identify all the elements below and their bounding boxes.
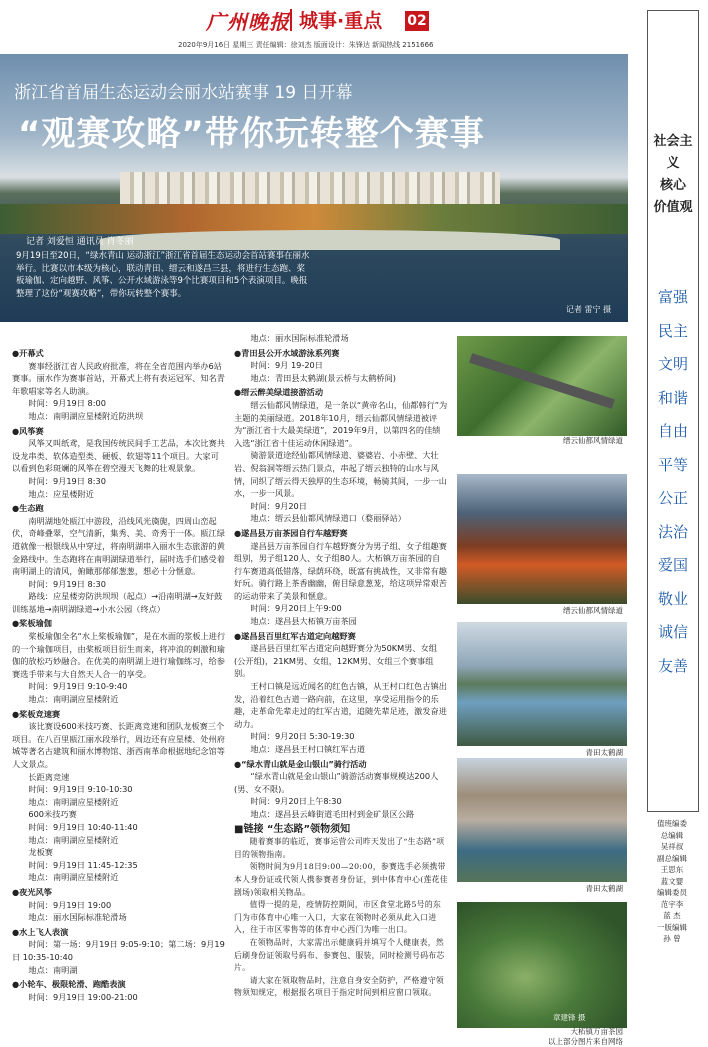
event-detail: 地点：南明湖应星楼附近 [28, 796, 119, 807]
event-heading: ●缙云醉美绿道接游活动 [234, 387, 324, 398]
event-detail: 地点：南明湖应星楼附近 [28, 872, 119, 883]
event-detail: 路线：应星楼旁防洪坝坝（起点）→沿南明湖→友好鼓训练基地→南明湖绿道→小水公园（终点） [12, 591, 223, 614]
road-shape [469, 353, 615, 409]
paragraph: 风筝又叫纸鸢，是我国传统民间手工艺品，本次比赛共设龙串类、软体造型类、硬板、软翅等11个项目。大家可以看到色彩斑斓的风筝在碧空漫天飞舞的壮观景象。 [12, 438, 225, 474]
event-detail: 时间：9月20日 [250, 500, 307, 511]
article-column-2 [234, 332, 448, 1000]
lake-image [457, 622, 627, 746]
section-title: 城事·重点 [299, 10, 383, 32]
masthead-subline: 2020年9月16日 星期三 责任编辑：徐刘杰 版面设计：朱锋达 新闻热线 2151666 [178, 41, 434, 49]
paragraph: 赛事经浙江省人民政府批准，将在全省范围内举办6站赛事。丽水作为赛事首站，开幕式上将有表运冠军、知名青年歌唱家等名人助演。 [12, 360, 225, 396]
link-box-heading: ■链接 “生态路”领物须知 [234, 823, 351, 835]
event-heading: ●“绿水青山就是金山银山”骑行活动 [234, 758, 367, 769]
paragraph: 南明湖地处瓯江中游段，沿线风光旖旎，四周山峦起伏，奇峰叠翠，空气清新，集秀、美、奇秀于一体。瓯江绿道就像一根银线从中穿过，将南明湖串入丽水生态旅游的黄金路线中。生态跑将在南明湖绿道举行，届时选手们感受着南明湖上的清风，俯瞰那郁郁葱葱，想必十分惬意。 [12, 515, 225, 577]
headline-title: “观赛攻略”带你玩转整个赛事 [18, 114, 485, 154]
event-heading: ●桨板瑜伽 [12, 618, 52, 629]
photo-taihe-lake-1 [457, 622, 627, 760]
riverside-walkway-image [100, 230, 560, 250]
core-value-item: 平等 [657, 455, 688, 474]
paragraph: 遂昌县万亩茶园自行车越野赛分为男子组、女子组趣赛组别，男子组120人、女子组80人。大柘镇万亩茶园的自行车赛道高低错落，绿荫环绕，既富有挑战性，又非常有趣好玩。骑行路上茶香幽幽，俯目绿意葱茏，给这项异常艰苦的运动带来了美景和惬意。 [234, 540, 447, 601]
event-detail: 地点：丽水国际标准轮滑场 [28, 912, 127, 923]
event-detail: 地点：遂昌县大柘镇万亩茶园 [250, 616, 357, 627]
event-detail: 地点：南明湖应星楼附近 [28, 694, 119, 705]
event-heading: ●桨板竞速赛 [12, 708, 61, 719]
page-number: 02 [405, 11, 429, 31]
staff-line: 蓝文婴 [660, 876, 684, 886]
event-detail: 时间：9月19日 19:00 [28, 899, 112, 910]
core-value-item: 友善 [657, 656, 688, 675]
core-value-item: 敬业 [657, 589, 688, 608]
event-detail: 地点：缙云县仙都风情绿道口（婺丽驿站） [250, 513, 406, 524]
core-value-item: 民主 [657, 321, 688, 340]
core-value-item: 诚信 [657, 623, 688, 641]
paragraph: “绿水青山就是金山银山”骑游活动赛事规模达200人(男、女不限)。 [234, 771, 439, 794]
core-values-column [647, 10, 699, 812]
core-value-item: 和谐 [657, 388, 688, 407]
event-detail: 地点：南明湖应星楼附近防洪坝 [28, 410, 144, 421]
staff-line: 值班编委 [657, 819, 687, 828]
photo-caption: 大柘镇万亩茶园 [570, 1027, 623, 1036]
staff-line: 王思东 [660, 865, 684, 874]
hero-photo [0, 54, 628, 322]
staff-line: 一版编辑 [657, 922, 687, 932]
event-detail: 地点：遂昌县王村口镇红军古道 [250, 744, 366, 754]
event-detail: 地点：青田县太鹤湖(景云桥与太鹤桥间) [250, 372, 396, 383]
event-heading: ●开幕式 [12, 348, 44, 358]
paragraph: 骑游景道途经仙都风情绿道、婆婆岩、小赤壁、大壮岩、倪翁洞等缙云热门景点，串起了缙云独特的山水与风情，同织了缙云得天独厚的生态环境，畅骑其间，一步一山水，一步一风景。 [234, 450, 447, 499]
event-heading: ●遂昌县万亩茶园自行车越野赛 [234, 527, 348, 538]
staff-line: 范宇李 [660, 899, 684, 909]
event-detail: 时间：9月19日 19:00-21:00 [28, 991, 138, 1002]
event-heading: ●生态跑 [12, 503, 44, 514]
masthead-divider [290, 9, 292, 31]
photo-source-note: 以上部分图片来自网络 [548, 1037, 623, 1046]
event-detail: 时间：9月 19-20日 [250, 360, 323, 371]
event-heading: ●遂昌县百里红军古道定向越野赛 [234, 630, 356, 641]
lake-image [457, 758, 627, 882]
paragraph: 遂昌县百里红军古道定向越野赛分为50KM男、女组(公开组)，21KM男、女组，12KM男、女组三个赛事组别。 [234, 643, 437, 679]
paragraph: 缙云仙都风情绿道，是一条以“黄帝名山，仙都韩行”为主题的美丽绿道。2018年10月，缙云仙都风情绿道被评为“浙江省十大最美绿道”，2019年9月，以第四名的佳绩入选“浙江省十佳运动休闲绿道”。 [234, 399, 448, 448]
notice-paragraph: 随着赛事的临近，赛事运营公司昨天发出了“生态路”项目的领物指南。 [234, 837, 445, 859]
event-detail: 地点：丽水国际标准轮滑场 [250, 333, 349, 343]
newspaper-brand: 广州晚报 [206, 10, 290, 34]
staff-box [648, 818, 696, 945]
event-detail: 时间：9月19日 10:40-11:40 [28, 821, 138, 832]
article-column-1 [12, 345, 227, 1003]
event-detail: 时间：9月19日 8:30 [28, 475, 106, 486]
headline-kicker: 浙江省首届生态运动会丽水站赛事 19 日开幕 [14, 83, 353, 103]
event-heading: ●水上飞人表演 [12, 926, 69, 937]
paragraph: 该比赛设600米技巧赛、长距离竞速和团队龙板赛三个项目。在八百里瓯江丽水段举行，周边还有应星楼、处州府城等著名古建筑和丽水博物馆、浙西南革命根据地纪念馆等人文景点。 [12, 721, 225, 769]
event-detail: 时间：9月19日 11:45-12:35 [28, 859, 138, 870]
article-byline: 记者 刘爱恒 通讯员 肖冬丽 [26, 237, 134, 247]
core-value-item: 文明 [657, 355, 688, 373]
notice-paragraph: 领物时间为9月18日9:00—20:00，参赛选手必须携带本人身份证或代领人携参赛者身份证，到中体育中心(莲花佳剧场)领取相关物品。 [234, 862, 448, 897]
event-detail: 地点：遂昌县云峰街道毛田村到金矿景区公路 [250, 808, 415, 819]
event-detail: 时间：9月19日 9:10-9:40 [28, 681, 128, 692]
event-detail: 地点：应星楼附近 [28, 488, 94, 499]
core-values-heading-line: 核心 [659, 178, 686, 193]
event-detail: 时间：第一场：9月19日 9:05-9:10；第二场：9月19日 10:35-10:40 [12, 939, 225, 962]
photo-xiandu-greenway-1 [457, 336, 627, 448]
event-detail: 时间：9月20日上午8:30 [250, 796, 342, 807]
staff-line: 副总编辑 [657, 853, 687, 863]
paragraph: 王村口镇是远近闻名的红色古镇，从王村口红色古镇出发，沿着红色古道一路向前，在这里，享受运用指令的乐趣，走革命先辈走过的红军古道，追随先辈足迹，激发奋进动力。 [234, 681, 447, 729]
core-values-list [648, 281, 698, 683]
core-value-item: 富强 [657, 288, 688, 306]
event-detail: 地点：南明湖 [28, 964, 78, 975]
photo-credit: 章建锋 摄 [553, 1013, 586, 1022]
notice-paragraph: 在领物品时，大家需出示健康码并填写个人健康表，然后刷身份证领取号码布、参赛包、服装，同时检测号码布芯片。 [234, 937, 445, 973]
photo-xiandu-greenway-2 [457, 474, 627, 618]
masthead [0, 0, 634, 49]
event-heading: ●小轮车、极限轮滑、跑酷表演 [12, 979, 126, 990]
event-heading: ●夜光风筝 [12, 886, 52, 897]
event-detail: 时间：9月19日 9:10-10:30 [28, 784, 133, 795]
staff-line: 吴祥叔 [660, 842, 684, 851]
core-value-item: 公正 [657, 489, 688, 507]
core-values-heading [648, 131, 698, 219]
core-value-item: 自由 [657, 422, 688, 440]
event-detail: 时间：9月19日 8:30 [28, 578, 106, 589]
paragraph: 桨板瑜伽全名“水上桨板瑜伽”，是在水面的浆板上进行的一个瑜伽项目，由桨板项目衍生而来，将冲浪的刺激和瑜伽的放松巧妙融合。在优美的南明湖上进行瑜伽练习，给参赛选手带来与大自然天人合一的享受。 [12, 631, 226, 679]
photo-caption: 青田太鹤湖 [585, 748, 623, 757]
photo-taihe-lake-2 [457, 758, 627, 896]
event-detail: 长距离竞速 [28, 771, 70, 782]
photo-caption: 缙云仙都风情绿道 [563, 606, 623, 615]
staff-line: 孙 曾 [663, 934, 681, 943]
event-detail: 龙板赛 [28, 847, 53, 858]
event-detail: 地点：南明湖应星楼附近 [28, 834, 119, 845]
staff-line: 总编辑 [660, 830, 684, 840]
photo-caption: 缙云仙都风情绿道 [563, 436, 623, 445]
event-detail: 时间：9月20日 5:30-19:30 [250, 731, 355, 742]
event-detail: 时间：9月19日 8:00 [28, 398, 106, 409]
event-heading: ●青田县公开水域游泳系列赛 [234, 347, 340, 358]
staff-line: 编辑委员 [657, 888, 687, 897]
event-detail: 时间：9月20日上午9:00 [250, 603, 342, 614]
notice-paragraph: 值得一提的是，疫情防控期间，市区食堂北路5号的东门为市体育中心唯一入口，大家在领物时必须从此入口进入，往于市区零售等的体育中心西门为唯一出口。 [234, 900, 442, 935]
core-values-heading-line: 价值观 [653, 200, 693, 215]
photo-caption: 青田太鹤湖 [585, 884, 623, 893]
staff-line: 蓝 杰 [663, 911, 681, 920]
core-value-item: 爱国 [657, 556, 688, 574]
core-values-heading-line: 社会主义 [653, 134, 693, 171]
core-value-item: 法治 [657, 522, 688, 541]
photo-credit: 记者 雷宁 摄 [566, 305, 612, 314]
tea-garden-image [457, 902, 627, 1028]
greenway-image [457, 336, 627, 436]
notice-paragraph: 请大家在领取物品时，注意自身安全防护，严格遵守领物须知规定，根据报名项目于指定时间到相应窗口领取。 [234, 975, 444, 998]
event-detail: 600米技巧赛 [28, 809, 77, 820]
article-lead: 9月19日至20日，“绿水青山 运动浙江”浙江省首届生态运动会首站赛事在丽水举行。比赛以市本级为核心，联动青田、缙云和遂昌三县，将进行生态跑、桨板瑜伽、定向越野、风筝、公开水域游泳等9个比赛项目和5个表演项目。晚报整理了这份“观赛攻略”，带你玩转整个赛事。 [16, 251, 310, 299]
greenway-image [457, 474, 627, 604]
event-heading: ●风筝赛 [12, 425, 44, 436]
photo-tea-garden [457, 902, 627, 1047]
